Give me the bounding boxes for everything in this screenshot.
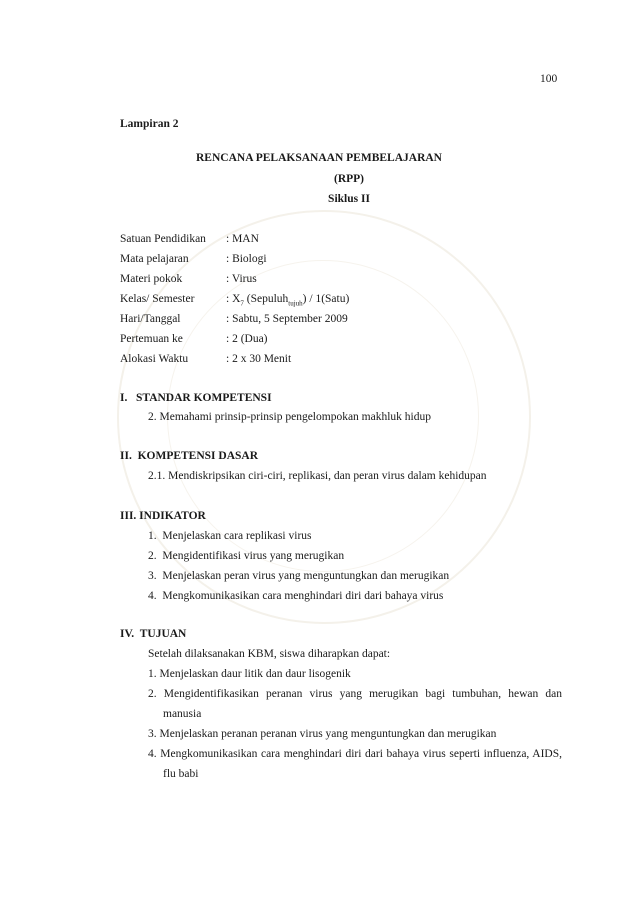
info-value: : Virus [226,273,257,285]
section-heading: II. KOMPETENSI DASAR [120,450,259,462]
section-item-continuation: flu babi [163,768,199,780]
info-row [120,293,580,309]
info-value: : MAN [226,233,259,245]
info-label: Satuan Pendidikan [120,233,206,245]
info-row [120,253,580,269]
info-label: Hari/Tanggal [120,313,181,325]
section-heading: III. INDIKATOR [120,510,206,522]
section-item-continuation: manusia [163,708,202,720]
section-heading: IV. TUJUAN [120,628,187,640]
info-row [120,333,580,349]
section-item: 4. Mengkomunikasikan cara menghindari diri dari bahaya virus seperti influenza, AIDS, [148,748,562,760]
info-row [120,313,580,329]
document-title: RENCANA PELAKSANAAN PEMBELAJARAN [196,152,442,164]
info-value: : 2 x 30 Menit [226,353,292,365]
info-label: Alokasi Waktu [120,353,189,365]
section-heading: I. STANDAR KOMPETENSI [120,392,272,404]
section-item: 3. Menjelaskan peran virus yang menguntungkan dan merugikan [148,570,450,582]
info-value: : Sabtu, 5 September 2009 [226,313,348,325]
info-row [120,273,580,289]
info-value: : 2 (Dua) [226,333,268,345]
section-item: 4. Mengkomunikasikan cara menghindari diri dari bahaya virus [148,590,444,602]
section-item: 1. Menjelaskan cara replikasi virus [148,530,312,542]
section-item: 2.1. Mendiskripsikan ciri-ciri, replikasi, dan peran virus dalam kehidupan [148,470,487,482]
section-item: 2. Mengidentifikasi virus yang merugikan [148,550,345,562]
section-item: 1. Menjelaskan daur litik dan daur lisogenik [148,668,351,680]
section-item: 2. Mengidentifikasikan peranan virus yang merugikan bagi tumbuhan, hewan dan [148,688,562,700]
info-row [120,353,580,369]
section-item: 2. Memahami prinsip-prinsip pengelompokan makhluk hidup [148,411,431,423]
info-row [120,233,580,249]
info-label: Mata pelajaran [120,253,189,265]
cycle-label: Siklus II [328,193,370,205]
info-label: Pertemuan ke [120,333,183,345]
document-subtitle: (RPP) [333,173,364,185]
section-item: 3. Menjelaskan peranan peranan virus yang menguntungkan dan merugikan [148,728,497,740]
page-number: 100 [540,73,558,85]
section-intro: Setelah dilaksanakan KBM, siswa diharapkan dapat: [148,648,391,660]
info-value: : Biologi [226,253,267,265]
info-value: : $X_7$ (Sepuluh$_{tujuh}$) / 1(Satu) [226,293,350,308]
info-label: Materi pokok [120,273,183,285]
appendix-label: Lampiran 2 [120,118,179,130]
info-label: Kelas/ Semester [120,293,195,305]
